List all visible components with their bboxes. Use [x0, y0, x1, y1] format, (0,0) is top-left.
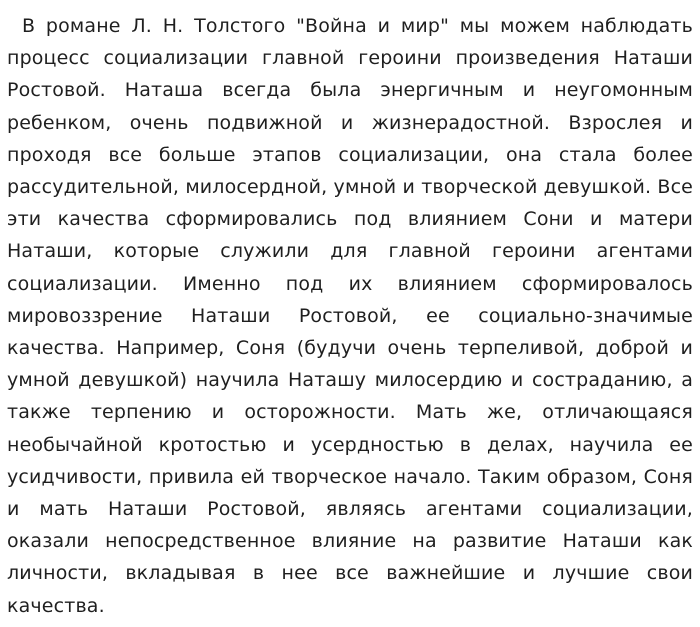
essay-paragraph: В романе Л. Н. Толстого "Война и мир" мы можем наблюдать процесс социализации главной героини произведения Наташи Ростовой. Наташа всегда была энергичным и неугомонным ребенком, очень подвижной и жизнерадостной. Взрослея и проходя все больше этапов социализации, она стала более рассудительной, милосердной, умной и творческой девушкой. Все эти качества сформировались под влиянием Сони и матери Наташи, которые служили для главной героини агентами социализации. Именно под их влиянием сформировалось мировоззрение Наташи Ростовой, ее социально-значимые качества. Например, Соня (будучи очень терпеливой, доброй и умной девушкой) научила Наташу милосердию и состраданию, а также терпению и осторожности. Мать же, отличающаяся необычайной кротостью и усердностью в делах, научила ее усидчивости, привила ей творческое начало. Таким образом, Соня и мать Наташи Ростовой, являясь агентами социализации, оказали непосредственное влияние на развитие Наташи как личности, вкладывая в нее все важнейшие и лучшие свои качества.: [7, 15, 693, 617]
document-body: [7, 10, 693, 622]
